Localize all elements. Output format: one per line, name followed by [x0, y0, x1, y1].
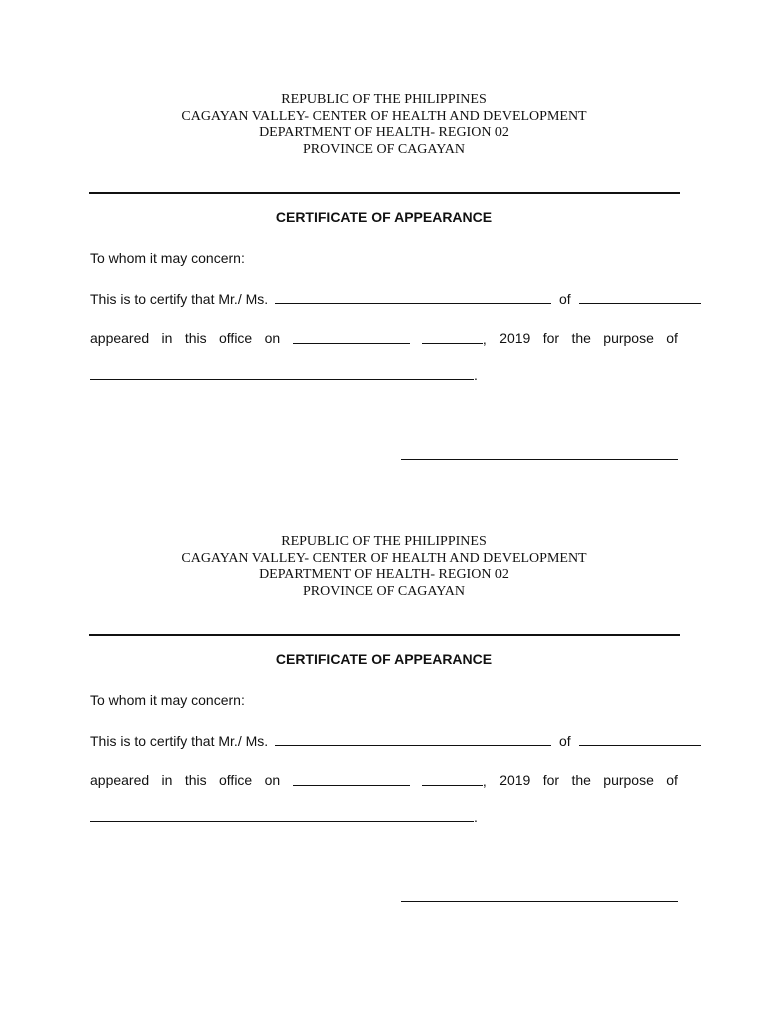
- header-line-department: DEPARTMENT OF HEALTH- REGION 02: [259, 567, 509, 582]
- appeared-word: in: [161, 330, 173, 346]
- name-blank[interactable]: [275, 290, 551, 304]
- certify-prefix: This is to certify that Mr./ Ms.: [90, 291, 269, 307]
- appeared-word: on: [264, 330, 281, 346]
- appeared-word: on: [264, 772, 281, 788]
- certificate-2: [0, 442, 768, 884]
- date-day-blank[interactable]: [422, 772, 483, 786]
- appeared-word: office: [219, 330, 253, 346]
- certify-of: of: [558, 733, 571, 749]
- appeared-line: appeared in this office on , 2019 for the purpose of: [90, 772, 678, 789]
- header-line-province: PROVINCE OF CAGAYAN: [302, 141, 466, 157]
- appeared-word: in: [161, 772, 173, 788]
- purpose-period: .: [474, 367, 478, 383]
- header-line-province: PROVINCE OF CAGAYAN: [302, 583, 466, 599]
- date-day-blank[interactable]: [422, 330, 483, 344]
- certificate-title: CERTIFICATE OF APPEARANCE: [275, 651, 493, 667]
- certify-line: [90, 732, 678, 750]
- header-divider: [89, 634, 680, 636]
- appeared-word: appeared: [90, 772, 150, 788]
- appeared-word: this: [184, 772, 207, 788]
- purpose-line: [90, 366, 678, 384]
- purpose-word: the: [571, 330, 591, 346]
- purpose-blank[interactable]: [90, 808, 474, 822]
- purpose-word: purpose: [603, 772, 654, 788]
- certificate-header: [0, 92, 768, 158]
- origin-blank[interactable]: [579, 732, 701, 746]
- salutation: To whom it may concern:: [90, 692, 245, 708]
- year-text: 2019: [499, 330, 531, 346]
- date-month-blank[interactable]: [293, 772, 410, 786]
- purpose-period: .: [474, 809, 478, 825]
- header-line-republic: REPUBLIC OF THE PHILIPPINES: [281, 92, 487, 107]
- appeared-word: office: [219, 772, 253, 788]
- appeared-word: this: [184, 330, 207, 346]
- purpose-blank[interactable]: [90, 366, 474, 380]
- purpose-word: for: [542, 772, 560, 788]
- certify-of: of: [558, 291, 571, 307]
- signature-line[interactable]: [401, 901, 678, 902]
- header-line-center: CAGAYAN VALLEY- CENTER OF HEALTH AND DEVELOPMENT: [181, 108, 587, 124]
- purpose-word: purpose: [603, 330, 654, 346]
- certificate-title: CERTIFICATE OF APPEARANCE: [275, 209, 493, 225]
- header-line-republic: REPUBLIC OF THE PHILIPPINES: [281, 534, 487, 549]
- origin-blank[interactable]: [579, 290, 701, 304]
- salutation: To whom it may concern:: [90, 250, 245, 266]
- year-text: 2019: [499, 772, 531, 788]
- date-month-blank[interactable]: [293, 330, 410, 344]
- purpose-word: for: [542, 330, 560, 346]
- certificate-header: [0, 534, 768, 600]
- name-blank[interactable]: [275, 732, 551, 746]
- appeared-line: appeared in this office on , 2019 for the purpose of: [90, 330, 678, 347]
- purpose-word: of: [666, 330, 678, 346]
- header-line-center: CAGAYAN VALLEY- CENTER OF HEALTH AND DEVELOPMENT: [181, 550, 587, 566]
- certify-line: [90, 290, 678, 308]
- purpose-word: of: [666, 772, 678, 788]
- purpose-word: the: [571, 772, 591, 788]
- purpose-line: [90, 808, 678, 826]
- certificate-1: [0, 0, 768, 442]
- certify-prefix: This is to certify that Mr./ Ms.: [90, 733, 269, 749]
- header-line-department: DEPARTMENT OF HEALTH- REGION 02: [259, 125, 509, 140]
- appeared-word: appeared: [90, 330, 150, 346]
- header-divider: [89, 192, 680, 194]
